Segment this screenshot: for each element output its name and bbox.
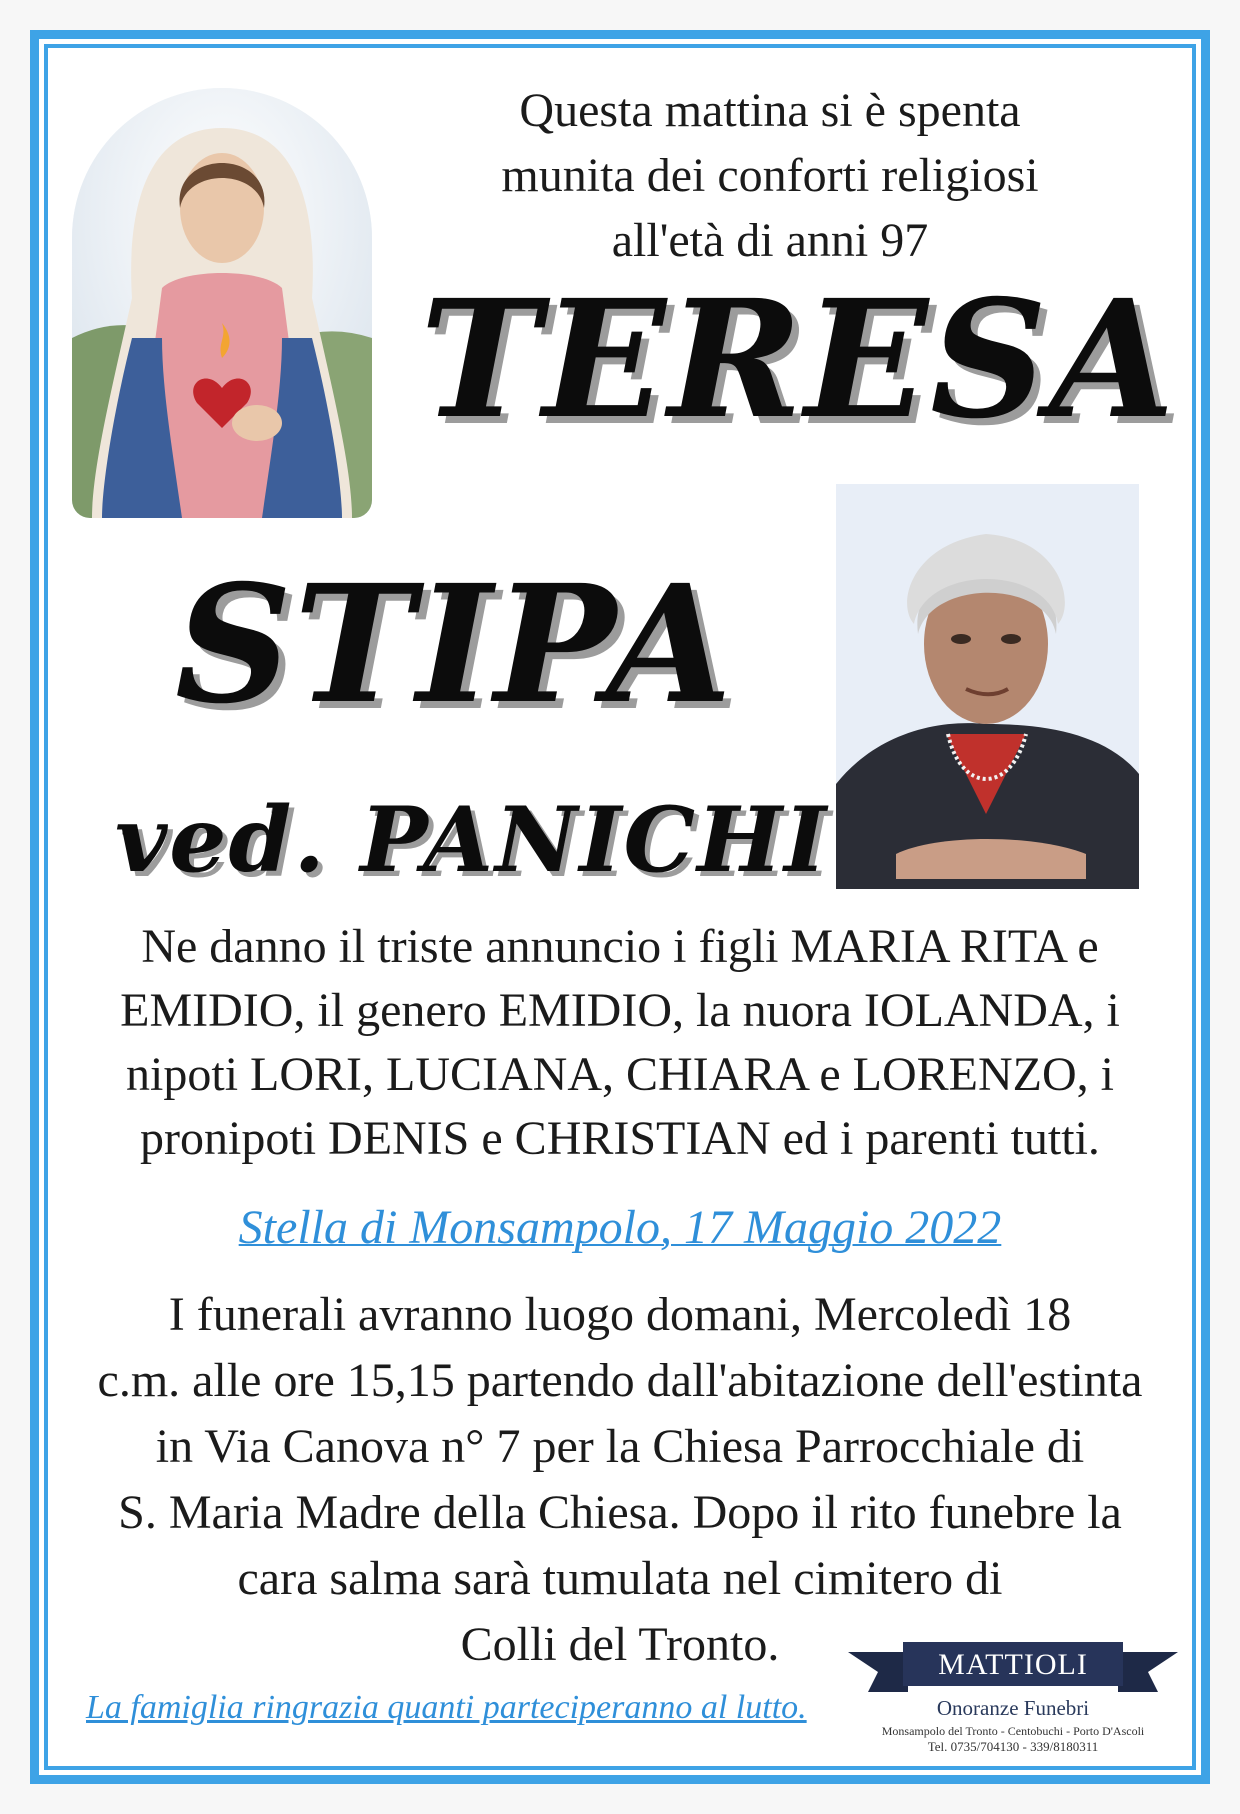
intro-line: munita dei conforti religiosi <box>501 149 1039 202</box>
funeral-line: S. Maria Madre della Chiesa. Dopo il rito funebre la <box>118 1486 1122 1539</box>
portrait-photo <box>836 484 1139 889</box>
announcement-line: EMIDIO, il genero EMIDIO, la nuora IOLANDA, i <box>120 984 1120 1037</box>
thanks-note: La famiglia ringrazia quanti parteciperanno al lutto. <box>86 1689 807 1726</box>
last-name: STIPA <box>175 550 735 740</box>
funeral-line: in Via Canova n° 7 per la Chiesa Parrocchiale di <box>155 1420 1085 1473</box>
announcement-text <box>60 915 1180 1171</box>
funeral-home-subtitle: Onoranze Funebri <box>936 1696 1090 1720</box>
funeral-line: I funerali avranno luogo domani, Mercoledì 18 <box>168 1288 1072 1341</box>
funeral-line: Colli del Tronto. <box>460 1618 780 1671</box>
funeral-line: c.m. alle ore 15,15 partendo dall'abitazione dell'estinta <box>97 1354 1143 1407</box>
funeral-line: cara salma sarà tumulata nel cimitero di <box>237 1552 1003 1605</box>
widow-of: ved. PANICHI <box>115 787 829 893</box>
intro-line: Questa mattina si è spenta <box>519 84 1021 137</box>
intro-text <box>420 78 1120 273</box>
funeral-home-logo <box>848 1636 1178 1754</box>
intro-line: all'età di anni 97 <box>611 214 929 267</box>
madonna-image <box>72 88 372 518</box>
funeral-home-name: MATTIOLI <box>938 1648 1088 1681</box>
funeral-home-phone: Tel. 0735/704130 - 339/8180311 <box>927 1739 1099 1754</box>
announcement-line: Ne danno il triste annuncio i figli MARIA RITA e <box>141 920 1099 973</box>
first-name: TERESA <box>420 265 1177 455</box>
announcement-line: pronipoti DENIS e CHRISTIAN ed i parenti tutti. <box>140 1112 1100 1165</box>
place-date: Stella di Monsampolo, 17 Maggio 2022 <box>238 1201 1002 1254</box>
announcement-line: nipoti LORI, LUCIANA, CHIARA e LORENZO, i <box>126 1048 1114 1101</box>
funeral-details <box>60 1282 1180 1678</box>
funeral-home-places: Monsampolo del Tronto - Centobuchi - Porto D'Ascoli <box>881 1724 1145 1738</box>
